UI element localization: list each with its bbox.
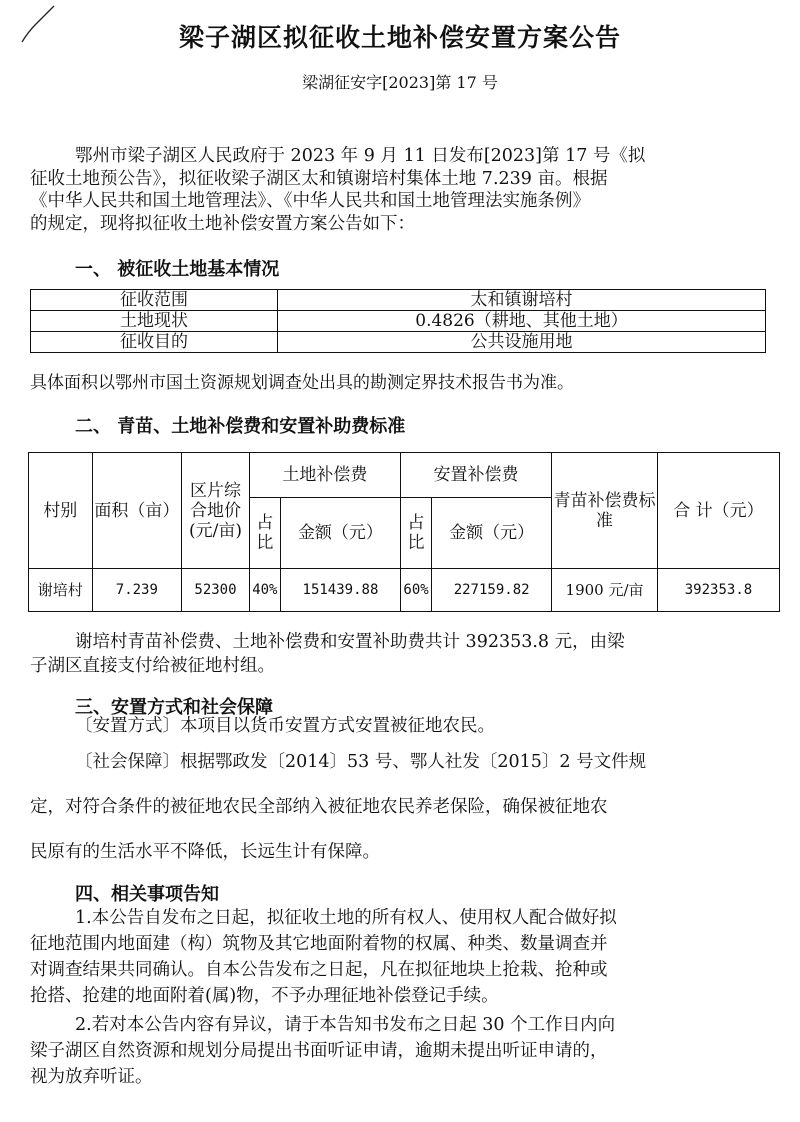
area-note: 具体面积以鄂州市国土资源规划调查处出具的勘测定界技术报告书为准。 xyxy=(30,373,574,393)
summary-line: 谢培村青苗补偿费、土地补偿费和安置补助费共计 392353.8 元，由梁 xyxy=(75,632,625,652)
resettlement-method: 〔安置方式〕本项目以货币安置方式安置被征地农民。 xyxy=(75,716,495,736)
table-cell-label: 征收目的 xyxy=(31,332,278,353)
header-price: 区片综合地价(元/亩) xyxy=(182,453,250,569)
cell-land-ratio: 40% xyxy=(249,569,280,612)
table-cell-value: 0.4826（耕地、其他土地） xyxy=(278,311,766,332)
header-amount: 金额（元） xyxy=(280,498,400,569)
land-info-table xyxy=(30,289,766,353)
section-heading: 三、安置方式和社会保障 xyxy=(75,697,273,718)
table-row xyxy=(29,569,780,612)
header-total: 合 计（元） xyxy=(657,453,779,569)
header-resettlement: 安置补偿费 xyxy=(400,453,551,498)
header-area: 面积（亩） xyxy=(92,453,182,569)
table-row xyxy=(31,290,766,311)
table-header-row xyxy=(29,453,780,498)
section-heading: 一、 被征收土地基本情况 xyxy=(75,259,280,280)
notice-line: 2.若对本公告内容有异议，请于本告知书发布之日起 30 个工作日内向 xyxy=(75,1015,616,1035)
header-crop-standard: 青苗补偿费标准 xyxy=(552,453,658,569)
cell-resettle-amount: 227159.82 xyxy=(432,569,552,612)
notice-line: 对调查结果共同确认。自本公告发布之日起，凡在拟征地块上抢栽、抢种或 xyxy=(30,960,608,980)
table-cell-label: 土地现状 xyxy=(31,311,278,332)
cell-land-amount: 151439.88 xyxy=(280,569,400,612)
cell-crop-standard: 1900 元/亩 xyxy=(552,569,658,612)
cell-total: 392353.8 xyxy=(657,569,779,612)
notice-line: 抢搭、抢建的地面附着(属)物，不予办理征地补偿登记手续。 xyxy=(30,986,499,1006)
table-row xyxy=(31,332,766,353)
header-land-compensation: 土地补偿费 xyxy=(249,453,400,498)
section-heading: 四、相关事项告知 xyxy=(75,884,219,905)
social-security-line: 民原有的生活水平不降低，长远生计有保障。 xyxy=(30,842,380,862)
notice-line: 梁子湖区自然资源和规划分局提出书面听证申请，逾期未提出听证申请的， xyxy=(30,1041,608,1061)
document-title: 梁子湖区拟征收土地补偿安置方案公告 xyxy=(178,23,621,52)
compensation-table xyxy=(28,452,780,612)
social-security-line: 〔社会保障〕根据鄂政发〔2014〕53 号、鄂人社发〔2015〕2 号文件规 xyxy=(75,752,647,772)
header-village: 村别 xyxy=(29,453,93,569)
intro-line: 鄂州市梁子湖区人民政府于 2023 年 9 月 11 日发布[2023]第 17 号《拟 xyxy=(75,146,646,166)
document-number: 梁湖征安字[2023]第 17 号 xyxy=(302,73,498,92)
table-row xyxy=(31,311,766,332)
header-amount: 金额（元） xyxy=(432,498,552,569)
cell-area: 7.239 xyxy=(92,569,182,612)
table-cell-label: 征收范围 xyxy=(31,290,278,311)
table-cell-value: 太和镇谢培村 xyxy=(278,290,766,311)
section-heading: 二、 青苗、土地补偿费和安置补助费标准 xyxy=(75,416,406,437)
notice-line: 1.本公告自发布之日起，拟征收土地的所有权人、使用权人配合做好拟 xyxy=(75,908,617,928)
header-ratio: 占比 xyxy=(400,498,431,569)
cell-resettle-ratio: 60% xyxy=(400,569,431,612)
header-ratio: 占比 xyxy=(249,498,280,569)
social-security-line: 定，对符合条件的被征地农民全部纳入被征地农民养老保险，确保被征地农 xyxy=(30,797,608,817)
table-cell-value: 公共设施用地 xyxy=(278,332,766,353)
summary-line: 子湖区直接支付给被征地村组。 xyxy=(30,656,275,676)
notice-line: 视为放弃听证。 xyxy=(30,1067,153,1087)
notice-line: 征地范围内地面建（构）筑物及其它地面附着物的权属、种类、数量调查并 xyxy=(30,934,608,954)
intro-line: 《中华人民共和国土地管理法》、《中华人民共和国土地管理法实施条例》 xyxy=(30,191,590,211)
intro-line: 的规定，现将拟征收土地补偿安置方案公告如下： xyxy=(30,214,415,234)
cell-village: 谢培村 xyxy=(29,569,93,612)
cell-price: 52300 xyxy=(182,569,250,612)
intro-line: 征收土地预公告》，拟征收梁子湖区太和镇谢培村集体土地 7.239 亩。根据 xyxy=(30,169,608,189)
